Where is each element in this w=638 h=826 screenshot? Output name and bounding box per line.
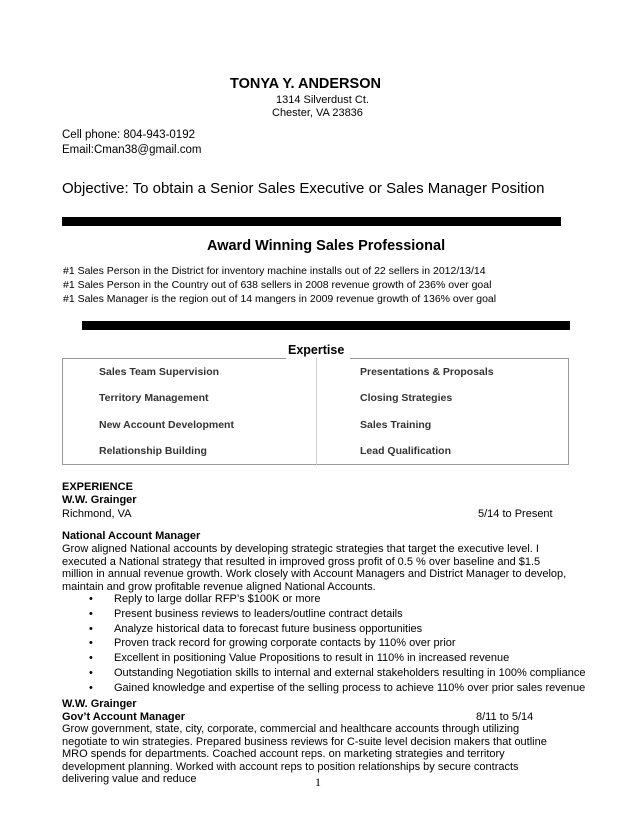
job-dates: 5/14 to Present [478,508,553,520]
expertise-item: Territory Management [99,392,209,404]
bullet-icon: • [89,593,93,605]
objective: Objective: To obtain a Senior Sales Executive or Sales Manager Position [62,180,545,197]
experience-heading: EXPERIENCE [62,481,133,493]
job-title: Gov’t Account Manager [62,711,186,723]
page-number: 1 [315,775,321,789]
expertise-item: Presentations & Proposals [360,366,494,378]
expertise-item: Closing Strategies [360,392,453,404]
job-description: Grow aligned National accounts by developing strategic strategies that target the executive level. I executed a National strategy that resulted in improved gross profit of 0.5 % over baseline and $1.5 million in annual revenue growth. Work closely with Account Managers and District Manager to develop, maintain and grow profitable revenue aligned National Accounts. [62,543,567,593]
divider-bar [62,217,561,226]
achievement-item: • Excellent in positioning Value Propositions to result in 110% in increased revenue [89,652,510,665]
bullet-icon: • [89,652,93,665]
bullet-icon: • [89,637,93,650]
job-location: Richmond, VA [62,508,132,520]
address-line-1: 1314 Silverdust Ct. [276,94,369,106]
company-name: W.W. Grainger [62,494,137,506]
bullet-icon: • [89,622,93,635]
award-line: #1 Sales Person in the Country out of 638 sellers in 2008 revenue growth of 236% over goal [63,279,492,291]
bullet-icon: • [89,666,93,679]
achievement-item: • Proven track record for growing corporate contacts by 110% over prior [89,637,456,650]
bullet-icon: • [89,607,93,620]
address-line-2: Chester, VA 23836 [272,107,363,119]
job-dates: 8/11 to 5/14 [476,711,534,723]
achievement-item: • Analyze historical data to forecast future business opportunities [89,622,423,635]
achievement-item: • Present business reviews to leaders/outline contract details [89,607,403,620]
company-name: W.W. Grainger [62,698,137,710]
achievement-item: • Gained knowledge and expertise of the selling process to achieve 110% over prior sales revenue [89,681,586,694]
job-description: Grow government, state, city, corporate, commercial and healthcare accounts through utilizing negotiate to win strategies. Prepared business reviews for C-suite level decision makers that outline MRO spends for departments. Coached account reps. on marketing strategies and territory development planning. Worked with account reps to position relationships by secure contracts delivering value and reduce [62,723,547,786]
expertise-item: New Account Development [99,419,234,431]
bullet-icon: • [89,681,93,694]
candidate-name: TONYA Y. ANDERSON [230,76,381,92]
email: Email:Cman38@gmail.com [62,144,202,156]
expertise-item: Sales Team Supervision [99,366,220,378]
expertise-column-divider [316,358,317,465]
achievement-item: • Outstanding Negotiation skills to internal and external stakeholders resulting in 100% compliance [89,666,586,679]
expertise-item: Lead Qualification [360,445,452,457]
job-title: National Account Manager [62,530,201,542]
expertise-title: Expertise [288,343,345,357]
award-title: Award Winning Sales Professional [207,238,446,254]
expertise-item: Sales Training [360,419,432,431]
achievement-list [62,592,586,696]
phone: Cell phone: 804-943-0192 [62,129,195,141]
divider-bar [82,321,570,330]
award-line: #1 Sales Manager is the region out of 14 mangers in 2009 revenue growth of 136% over goal [63,293,497,305]
achievement-item: • Reply to large dollar RFP’s $100K or more [89,593,321,605]
expertise-item: Relationship Building [99,445,207,457]
award-line: #1 Sales Person in the District for inventory machine installs out of 22 sellers in 2012/13/14 [63,265,486,277]
